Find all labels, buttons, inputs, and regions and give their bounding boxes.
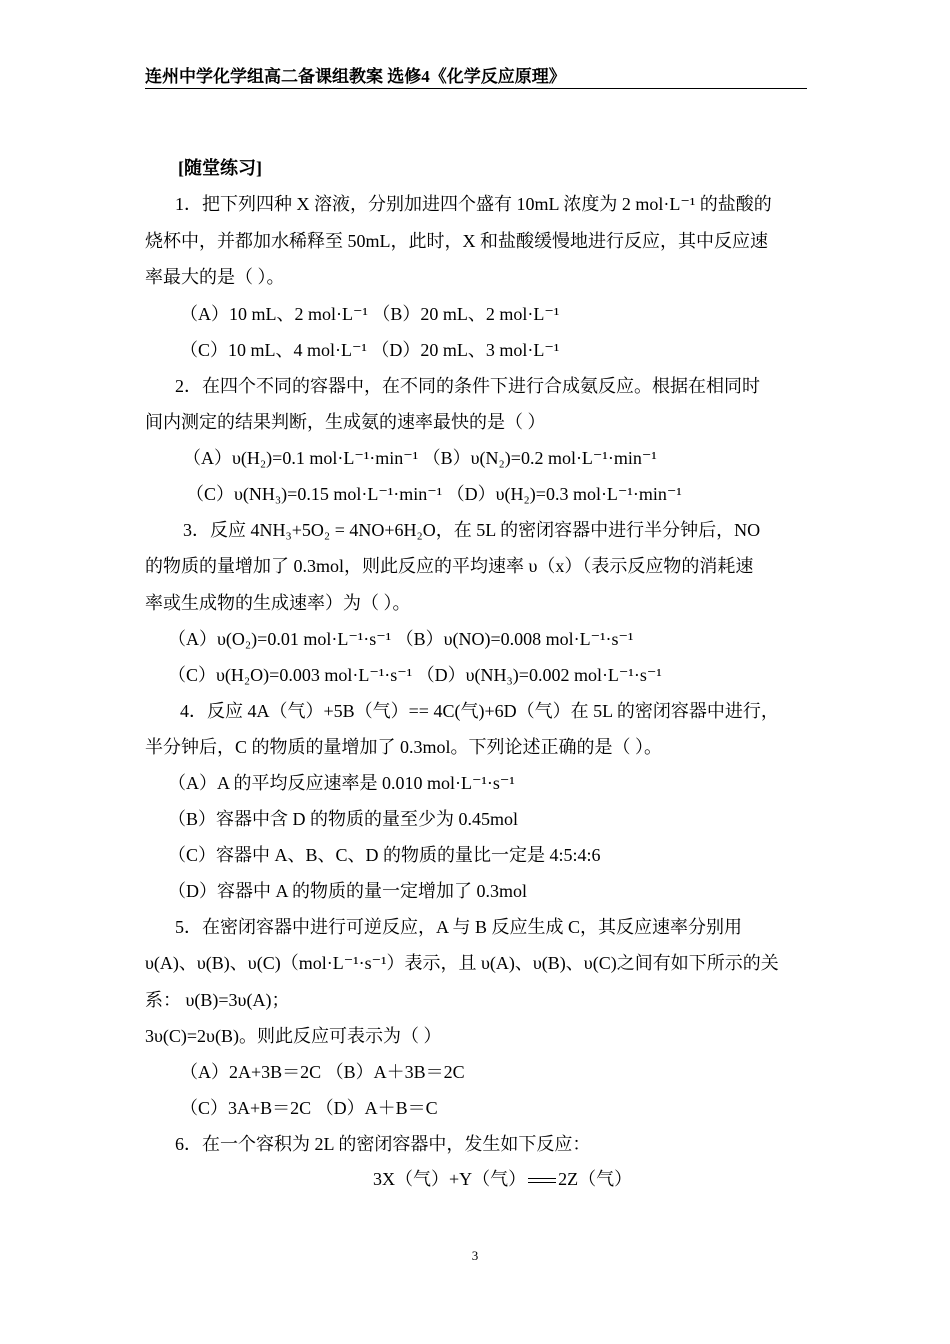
text-line: （A）A 的平均反应速率是 0.010 mol·L⁻¹·s⁻¹: [168, 773, 515, 793]
equation-left: 3X（气）+Y（气）: [373, 1169, 527, 1189]
text-line: υ(A)、υ(B)、υ(C)（mol·L⁻¹·s⁻¹）表示，且 υ(A)、υ(B)、υ(C)之间有如下所示的关: [145, 953, 779, 973]
text-line: 6．在一个容积为 2L 的密闭容器中，发生如下反应：: [175, 1134, 591, 1154]
text-line: （A）2A+3B＝2C （B）A＋3B＝2C: [180, 1062, 465, 1082]
text-line: 3υ(C)=2υ(B)。则此反应可表示为（ ）: [145, 1026, 442, 1046]
text-line: （C）3A+B＝2C （D）A＋B＝C: [180, 1098, 438, 1118]
text-line: （A）υ(H₂)=0.1 mol·L⁻¹·min⁻¹ （B）υ(N₂)=0.2 mol·L⁻¹·min⁻¹: [183, 448, 657, 468]
text-line: （C）υ(NH₃)=0.15 mol·L⁻¹·min⁻¹ （D）υ(H₂)=0.3 mol·L⁻¹·min⁻¹: [186, 484, 682, 504]
equilibrium-arrow-icon: [526, 1177, 558, 1185]
text-line: 3．反应 4NH₃+5O₂ = 4NO+6H₂O，在 5L 的密闭容器中进行半分钟后，NO: [183, 520, 761, 540]
equation-right: 2Z（气）: [558, 1169, 633, 1189]
text-line: 系： υ(B)=3υ(A)；: [145, 990, 290, 1010]
text-line: 率最大的是（ ）。: [145, 267, 285, 287]
text-line: 间内测定的结果判断，生成氨的速率最快的是（ ）: [145, 412, 546, 432]
equation: [373, 1167, 632, 1191]
text-line: 率或生成物的生成速率）为（ ）。: [145, 593, 411, 613]
text-line: （A）10 mL、2 mol·L⁻¹ （B）20 mL、2 mol·L⁻¹: [180, 304, 560, 324]
text-line: （C）10 mL、4 mol·L⁻¹ （D）20 mL、3 mol·L⁻¹: [180, 340, 560, 360]
page-number: 3: [471, 1248, 479, 1263]
text-line: 半分钟后，C 的物质的量增加了 0.3mol。下列论述正确的是（ ）。: [145, 737, 663, 757]
text-line: 1．把下列四种 X 溶液，分别加进四个盛有 10mL 浓度为 2 mol·L⁻¹ 的盐酸的: [175, 194, 772, 214]
text-line: 的物质的量增加了 0.3mol，则此反应的平均速率 υ（x）（表示反应物的消耗速: [145, 556, 754, 576]
text-line: （A）υ(O₂)=0.01 mol·L⁻¹·s⁻¹ （B）υ(NO)=0.008 mol·L⁻¹·s⁻¹: [168, 629, 634, 649]
text-line: （C）容器中 A、B、C、D 的物质的量比一定是 4:5:4:6: [168, 845, 601, 865]
text-line: （B）容器中含 D 的物质的量至少为 0.45mol: [168, 809, 519, 829]
section-title: [随堂练习]: [178, 158, 262, 178]
text-line: 5．在密闭容器中进行可逆反应，A 与 B 反应生成 C，其反应速率分别用: [175, 917, 743, 937]
text-line: 4．反应 4A（气）+5B（气）== 4C(气)+6D（气）在 5L 的密闭容器中进行，: [180, 701, 779, 721]
text-line: 烧杯中，并都加水稀释至 50mL，此时，X 和盐酸缓慢地进行反应，其中反应速: [145, 231, 768, 251]
text-line: 2．在四个不同的容器中，在不同的条件下进行合成氨反应。根据在相同时: [175, 376, 760, 396]
text-line: （C）υ(H₂O)=0.003 mol·L⁻¹·s⁻¹ （D）υ(NH₃)=0.002 mol·L⁻¹·s⁻¹: [168, 665, 662, 685]
page-header: 连州中学化学组高二备课组教案 选修4《化学反应原理》: [145, 66, 807, 89]
text-line: （D）容器中 A 的物质的量一定增加了 0.3mol: [168, 881, 528, 901]
